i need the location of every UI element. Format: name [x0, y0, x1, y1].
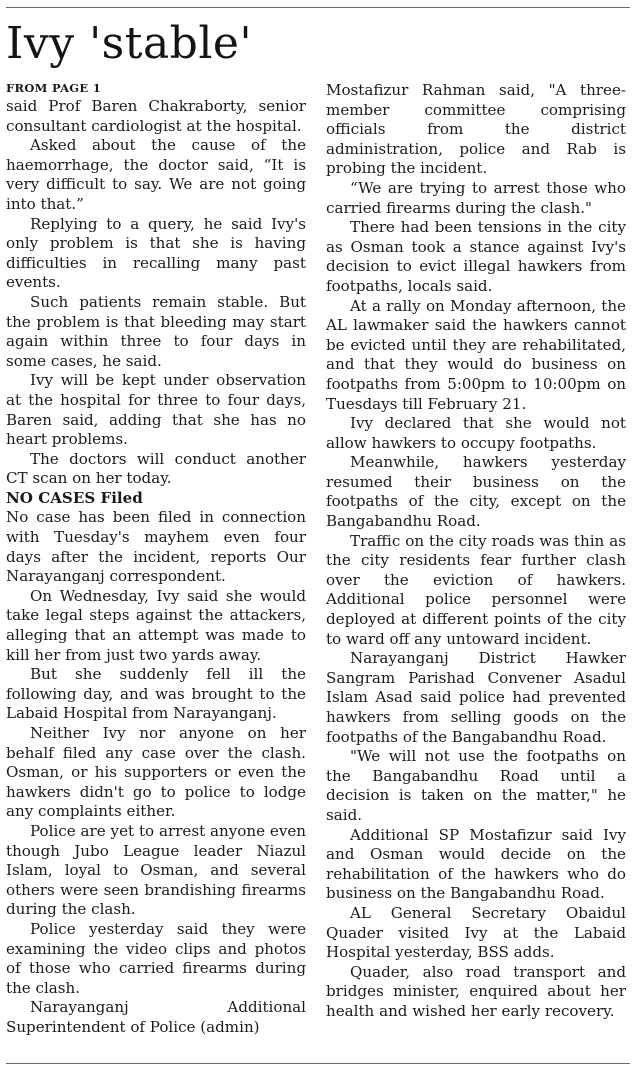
paragraph: At a rally on Monday afternoon, the AL lawmaker said the hawkers cannot be evicted until they are rehabilitated, and that they would do business on footpaths from 5:00pm to 10:00pm on Tuesdays till February 21. — [326, 296, 626, 413]
paragraph: No case has been filed in connection with Tuesday's mayhem even four days after the incident, reports Our Narayanganj correspondent. — [6, 508, 306, 586]
paragraph: Police yesterday said they were examining the video clips and photos of those who carried firearms during the clash. — [6, 919, 306, 997]
paragraph: Mostafizur Rahman said, "A three-member committee comprising officials from the district administration, police and Rab is probing the incident. — [326, 81, 626, 178]
paragraph: But she suddenly fell ill the following day, and was brought to the Labaid Hospital from Narayanganj. — [6, 665, 306, 723]
paragraph: Narayanganj District Hawker Sangram Parishad Convener Asadul Islam Asad said police had prevented hawkers from selling goods on the footpaths of the Bangabandhu Road. — [326, 649, 626, 746]
paragraph: AL General Secretary Obaidul Quader visited Ivy at the Labaid Hospital yesterday, BSS adds. — [326, 903, 626, 962]
headline: Ivy 'stable' — [6, 18, 253, 69]
paragraph: Additional SP Mostafizur said Ivy and Osman would decide on the rehabilitation of the hawkers who do business on the Bangabandhu Road. — [326, 825, 626, 903]
paragraph-continued: Narayanganj Additional Superintendent of Police (admin) — [6, 998, 306, 1036]
left-column — [6, 80, 306, 1038]
paragraph: Police are yet to arrest anyone even though Jubo League leader Niazul Islam, loyal to Osman, and several others were seen brandishing firearms during the clash. — [6, 821, 306, 919]
bottom-rule — [6, 1063, 630, 1064]
paragraph: said Prof Baren Chakraborty, senior consultant cardiologist at the hospital. — [6, 97, 306, 135]
paragraph: Such patients remain stable. But the problem is that bleeding may start again within three to four days in some cases, he said. — [6, 292, 306, 370]
right-column — [326, 81, 626, 1022]
paragraph: Quader, also road transport and bridges minister, enquired about her health and wished her early recovery. — [326, 962, 626, 1020]
paragraph: Neither Ivy nor anyone on her behalf filed any case over the clash. Osman, or his supporters or even the hawkers didn't go to police to lodge any complaints either. — [6, 724, 306, 821]
paragraph: "We will not use the footpaths on the Bangabandhu Road until a decision is taken on the matter," he said. — [326, 747, 626, 824]
paragraph: The doctors will conduct another CT scan on her today. — [6, 449, 306, 488]
paragraph: “We are trying to arrest those who carried firearms during the clash." — [326, 178, 626, 217]
paragraph: Traffic on the city roads was thin as the city residents fear further clash over the eviction of hawkers. Additional police personnel were deployed at different points of the city to ward off any untoward incident. — [326, 531, 626, 648]
dateline: FROM PAGE 1 — [6, 81, 102, 95]
paragraph: Ivy will be kept under observation at the hospital for three to four days, Baren said, adding that she has no heart problems. — [6, 371, 306, 449]
paragraph: Meanwhile, hawkers yesterday resumed their business on the footpaths of the city, except on the Bangabandhu Road. — [326, 453, 626, 531]
paragraph: Replying to a query, he said Ivy's only problem is that she is having difficulties in recalling many past events. — [6, 214, 306, 292]
subheading: NO CASES Filed — [6, 488, 143, 507]
paragraph: Asked about the cause of the haemorrhage, the doctor said, “It is very difficult to say. We are not going into that.” — [6, 136, 306, 213]
paragraph: There had been tensions in the city as Osman took a stance against Ivy's decision to evict illegal hawkers from footpaths, locals said. — [326, 218, 626, 295]
paragraph: Ivy declared that she would not allow hawkers to occupy footpaths. — [326, 414, 626, 452]
top-rule — [6, 7, 630, 8]
paragraph: On Wednesday, Ivy said she would take legal steps against the attackers, alleging that an attempt was made to kill her from just two yards away. — [6, 586, 306, 664]
